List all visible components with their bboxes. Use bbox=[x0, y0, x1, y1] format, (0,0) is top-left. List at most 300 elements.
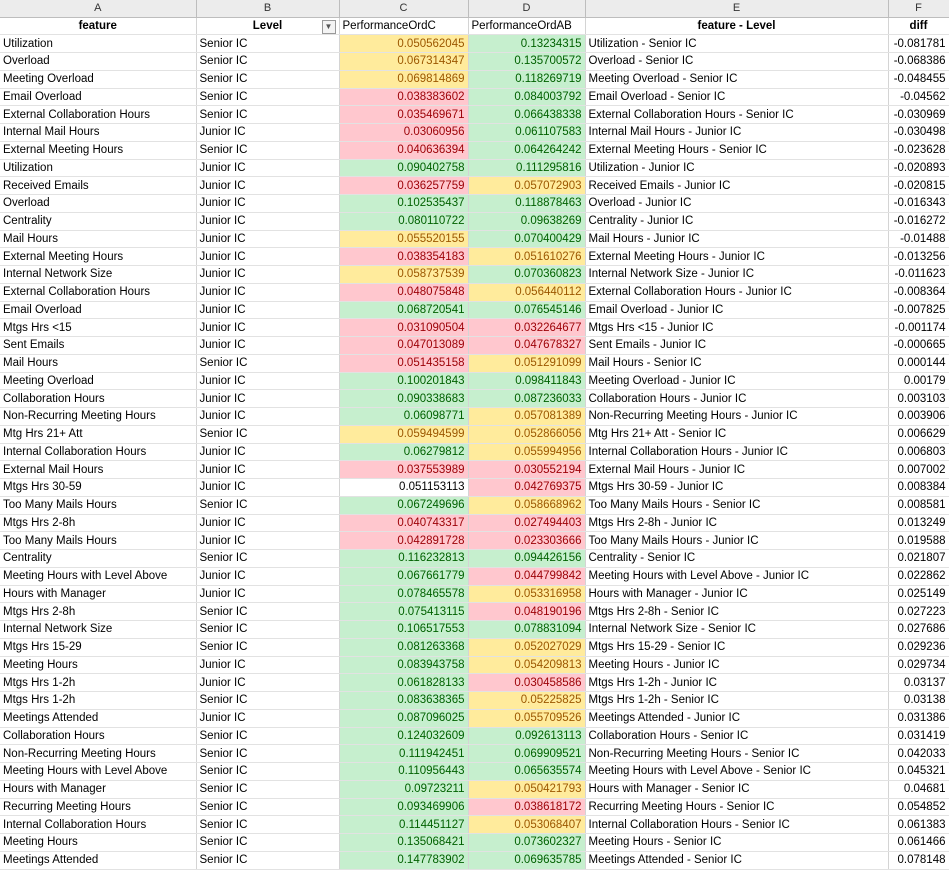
cell-level[interactable]: Senior IC bbox=[196, 603, 339, 621]
cell-performance-ordab[interactable]: 0.055709526 bbox=[468, 709, 585, 727]
cell-diff[interactable]: -0.000665 bbox=[888, 337, 949, 355]
cell-diff[interactable]: -0.030969 bbox=[888, 106, 949, 124]
cell-performance-ordab[interactable]: 0.070400429 bbox=[468, 230, 585, 248]
cell-feature-level[interactable]: Collaboration Hours - Senior IC bbox=[585, 727, 888, 745]
cell-feature-level[interactable]: Non-Recurring Meeting Hours - Junior IC bbox=[585, 408, 888, 426]
table-row bbox=[0, 851, 949, 869]
cell-performance-ordab[interactable]: 0.073602327 bbox=[468, 834, 585, 852]
cell-feature-level[interactable]: Mtgs Hrs 15-29 - Senior IC bbox=[585, 638, 888, 656]
cell-performance-ordab[interactable]: 0.051291099 bbox=[468, 354, 585, 372]
cell-level[interactable]: Junior IC bbox=[196, 532, 339, 550]
cell-feature-level[interactable]: Internal Mail Hours - Junior IC bbox=[585, 124, 888, 142]
cell-performance-ordab[interactable]: 0.027494403 bbox=[468, 514, 585, 532]
cell-level[interactable]: Senior IC bbox=[196, 621, 339, 639]
cell-diff[interactable]: -0.001174 bbox=[888, 319, 949, 337]
cell-performance-ordab[interactable]: 0.023303666 bbox=[468, 532, 585, 550]
cell-feature-level[interactable]: Centrality - Junior IC bbox=[585, 212, 888, 230]
cell-feature[interactable]: Too Many Mails Hours bbox=[0, 496, 196, 514]
cell-performance-ordc[interactable]: 0.083943758 bbox=[339, 656, 468, 674]
cell-feature[interactable]: Internal Mail Hours bbox=[0, 124, 196, 142]
cell-performance-ordc[interactable]: 0.058737539 bbox=[339, 266, 468, 284]
cell-level[interactable]: Senior IC bbox=[196, 354, 339, 372]
cell-level[interactable]: Senior IC bbox=[196, 745, 339, 763]
cell-feature-level[interactable]: Meeting Hours - Senior IC bbox=[585, 834, 888, 852]
cell-performance-ordc[interactable]: 0.06098771 bbox=[339, 408, 468, 426]
cell-feature-level[interactable]: External Meeting Hours - Senior IC bbox=[585, 141, 888, 159]
cell-performance-ordab[interactable]: 0.084003792 bbox=[468, 88, 585, 106]
cell-diff[interactable]: 0.061383 bbox=[888, 816, 949, 834]
cell-level[interactable]: Senior IC bbox=[196, 692, 339, 710]
cell-feature[interactable]: Received Emails bbox=[0, 177, 196, 195]
cell-diff[interactable]: 0.006629 bbox=[888, 425, 949, 443]
cell-feature[interactable]: Meetings Attended bbox=[0, 709, 196, 727]
cell-feature[interactable]: Meeting Overload bbox=[0, 372, 196, 390]
cell-performance-ordab[interactable]: 0.054209813 bbox=[468, 656, 585, 674]
cell-performance-ordc[interactable]: 0.051435158 bbox=[339, 354, 468, 372]
cell-performance-ordab[interactable]: 0.069635785 bbox=[468, 851, 585, 869]
cell-performance-ordab[interactable]: 0.078831094 bbox=[468, 621, 585, 639]
cell-performance-ordab[interactable]: 0.056440112 bbox=[468, 283, 585, 301]
cell-feature[interactable]: Overload bbox=[0, 195, 196, 213]
cell-performance-ordab[interactable]: 0.064264242 bbox=[468, 141, 585, 159]
cell-performance-ordc[interactable]: 0.036257759 bbox=[339, 177, 468, 195]
filter-dropdown-icon[interactable]: ▼ bbox=[322, 20, 336, 34]
cell-performance-ordab[interactable]: 0.111295816 bbox=[468, 159, 585, 177]
cell-performance-ordab[interactable]: 0.048190196 bbox=[468, 603, 585, 621]
cell-diff[interactable]: -0.030498 bbox=[888, 124, 949, 142]
cell-performance-ordc[interactable]: 0.061828133 bbox=[339, 674, 468, 692]
cell-diff[interactable]: 0.029734 bbox=[888, 656, 949, 674]
cell-level[interactable]: Senior IC bbox=[196, 798, 339, 816]
cell-performance-ordab[interactable]: 0.098411843 bbox=[468, 372, 585, 390]
cell-feature[interactable]: Mail Hours bbox=[0, 230, 196, 248]
cell-feature[interactable]: Mtgs Hrs 2-8h bbox=[0, 603, 196, 621]
cell-performance-ordab[interactable]: 0.061107583 bbox=[468, 124, 585, 142]
cell-performance-ordc[interactable]: 0.037553989 bbox=[339, 461, 468, 479]
cell-diff[interactable]: 0.054852 bbox=[888, 798, 949, 816]
cell-feature[interactable]: Mail Hours bbox=[0, 354, 196, 372]
cell-performance-ordc[interactable]: 0.06279812 bbox=[339, 443, 468, 461]
cell-performance-ordab[interactable]: 0.044799842 bbox=[468, 567, 585, 585]
cell-feature[interactable]: Hours with Manager bbox=[0, 585, 196, 603]
cell-performance-ordab[interactable]: 0.050421793 bbox=[468, 780, 585, 798]
cell-performance-ordc[interactable]: 0.047013089 bbox=[339, 337, 468, 355]
cell-feature[interactable]: Email Overload bbox=[0, 88, 196, 106]
cell-feature[interactable]: Email Overload bbox=[0, 301, 196, 319]
cell-level[interactable]: Junior IC bbox=[196, 195, 339, 213]
cell-performance-ordc[interactable]: 0.114451127 bbox=[339, 816, 468, 834]
cell-performance-ordc[interactable]: 0.100201843 bbox=[339, 372, 468, 390]
cell-feature-level[interactable]: Email Overload - Senior IC bbox=[585, 88, 888, 106]
cell-diff[interactable]: -0.023628 bbox=[888, 141, 949, 159]
cell-level[interactable]: Junior IC bbox=[196, 177, 339, 195]
cell-diff[interactable]: -0.007825 bbox=[888, 301, 949, 319]
cell-performance-ordab[interactable]: 0.057081389 bbox=[468, 408, 585, 426]
cell-performance-ordc[interactable]: 0.067249696 bbox=[339, 496, 468, 514]
table-row bbox=[0, 638, 949, 656]
column-letter-a[interactable]: A bbox=[0, 0, 196, 17]
cell-feature[interactable]: Meetings Attended bbox=[0, 851, 196, 869]
cell-diff[interactable]: 0.003906 bbox=[888, 408, 949, 426]
cell-performance-ordab[interactable]: 0.052866056 bbox=[468, 425, 585, 443]
cell-performance-ordab[interactable]: 0.092613113 bbox=[468, 727, 585, 745]
cell-diff[interactable]: 0.00179 bbox=[888, 372, 949, 390]
cell-performance-ordab[interactable]: 0.05225825 bbox=[468, 692, 585, 710]
cell-level[interactable]: Senior IC bbox=[196, 70, 339, 88]
cell-feature[interactable]: External Mail Hours bbox=[0, 461, 196, 479]
cell-feature[interactable]: Centrality bbox=[0, 550, 196, 568]
cell-level[interactable]: Junior IC bbox=[196, 674, 339, 692]
cell-feature[interactable]: Mtgs Hrs 15-29 bbox=[0, 638, 196, 656]
cell-feature[interactable]: Non-Recurring Meeting Hours bbox=[0, 408, 196, 426]
cell-performance-ordc[interactable]: 0.042891728 bbox=[339, 532, 468, 550]
cell-feature-level[interactable]: Utilization - Junior IC bbox=[585, 159, 888, 177]
cell-diff[interactable]: 0.042033 bbox=[888, 745, 949, 763]
header-feature[interactable]: feature bbox=[0, 17, 196, 35]
cell-feature-level[interactable]: Mtg Hrs 21+ Att - Senior IC bbox=[585, 425, 888, 443]
cell-feature-level[interactable]: Meeting Hours with Level Above - Senior IC bbox=[585, 763, 888, 781]
cell-level[interactable]: Senior IC bbox=[196, 834, 339, 852]
cell-performance-ordab[interactable]: 0.070360823 bbox=[468, 266, 585, 284]
cell-performance-ordab[interactable]: 0.038618172 bbox=[468, 798, 585, 816]
cell-feature[interactable]: Meeting Hours with Level Above bbox=[0, 567, 196, 585]
cell-performance-ordab[interactable]: 0.087236033 bbox=[468, 390, 585, 408]
cell-feature-level[interactable]: Recurring Meeting Hours - Senior IC bbox=[585, 798, 888, 816]
cell-diff[interactable]: -0.008364 bbox=[888, 283, 949, 301]
cell-performance-ordc[interactable]: 0.090338683 bbox=[339, 390, 468, 408]
cell-performance-ordab[interactable]: 0.057072903 bbox=[468, 177, 585, 195]
cell-feature[interactable]: Mtgs Hrs <15 bbox=[0, 319, 196, 337]
cell-diff[interactable]: 0.029236 bbox=[888, 638, 949, 656]
cell-feature-level[interactable]: Utilization - Senior IC bbox=[585, 35, 888, 53]
cell-feature-level[interactable]: Mtgs Hrs 1-2h - Junior IC bbox=[585, 674, 888, 692]
cell-performance-ordc[interactable]: 0.110956443 bbox=[339, 763, 468, 781]
cell-level[interactable]: Junior IC bbox=[196, 124, 339, 142]
cell-performance-ordc[interactable]: 0.040743317 bbox=[339, 514, 468, 532]
cell-feature-level[interactable]: Mtgs Hrs <15 - Junior IC bbox=[585, 319, 888, 337]
cell-performance-ordc[interactable]: 0.067314347 bbox=[339, 53, 468, 71]
cell-level[interactable]: Senior IC bbox=[196, 816, 339, 834]
column-letter-e[interactable]: E bbox=[585, 0, 888, 17]
cell-diff[interactable]: -0.013256 bbox=[888, 248, 949, 266]
cell-diff[interactable]: 0.045321 bbox=[888, 763, 949, 781]
cell-performance-ordc[interactable]: 0.09723211 bbox=[339, 780, 468, 798]
cell-performance-ordc[interactable]: 0.083638365 bbox=[339, 692, 468, 710]
cell-performance-ordab[interactable]: 0.09638269 bbox=[468, 212, 585, 230]
cell-diff[interactable]: -0.081781 bbox=[888, 35, 949, 53]
cell-performance-ordc[interactable]: 0.051153113 bbox=[339, 479, 468, 497]
cell-performance-ordab[interactable]: 0.094426156 bbox=[468, 550, 585, 568]
cell-diff[interactable]: 0.013249 bbox=[888, 514, 949, 532]
cell-feature[interactable]: Collaboration Hours bbox=[0, 390, 196, 408]
cell-feature-level[interactable]: Sent Emails - Junior IC bbox=[585, 337, 888, 355]
cell-feature-level[interactable]: Overload - Junior IC bbox=[585, 195, 888, 213]
cell-feature-level[interactable]: Meeting Hours with Level Above - Junior IC bbox=[585, 567, 888, 585]
cell-level[interactable]: Senior IC bbox=[196, 550, 339, 568]
cell-feature-level[interactable]: Hours with Manager - Senior IC bbox=[585, 780, 888, 798]
cell-diff[interactable]: 0.04681 bbox=[888, 780, 949, 798]
cell-feature[interactable]: Utilization bbox=[0, 35, 196, 53]
cell-diff[interactable]: -0.04562 bbox=[888, 88, 949, 106]
cell-performance-ordab[interactable]: 0.13234315 bbox=[468, 35, 585, 53]
column-letter-d[interactable]: D bbox=[468, 0, 585, 17]
cell-diff[interactable]: -0.020815 bbox=[888, 177, 949, 195]
cell-diff[interactable]: -0.016343 bbox=[888, 195, 949, 213]
cell-feature[interactable]: Non-Recurring Meeting Hours bbox=[0, 745, 196, 763]
cell-performance-ordc[interactable]: 0.03060956 bbox=[339, 124, 468, 142]
cell-performance-ordab[interactable]: 0.118269719 bbox=[468, 70, 585, 88]
cell-performance-ordab[interactable]: 0.030552194 bbox=[468, 461, 585, 479]
cell-feature[interactable]: Collaboration Hours bbox=[0, 727, 196, 745]
column-letter-b[interactable]: B bbox=[196, 0, 339, 17]
cell-diff[interactable]: 0.027686 bbox=[888, 621, 949, 639]
column-letter-f[interactable]: F bbox=[888, 0, 949, 17]
cell-feature-level[interactable]: Email Overload - Junior IC bbox=[585, 301, 888, 319]
cell-feature[interactable]: External Meeting Hours bbox=[0, 248, 196, 266]
cell-level[interactable]: Senior IC bbox=[196, 141, 339, 159]
cell-diff[interactable]: 0.003103 bbox=[888, 390, 949, 408]
cell-feature-level[interactable]: Meeting Overload - Senior IC bbox=[585, 70, 888, 88]
cell-performance-ordc[interactable]: 0.116232813 bbox=[339, 550, 468, 568]
cell-feature-level[interactable]: Non-Recurring Meeting Hours - Senior IC bbox=[585, 745, 888, 763]
header-performance-ordab[interactable]: PerformanceOrdAB bbox=[468, 17, 585, 35]
cell-feature-level[interactable]: Hours with Manager - Junior IC bbox=[585, 585, 888, 603]
cell-diff[interactable]: -0.020893 bbox=[888, 159, 949, 177]
cell-feature-level[interactable]: Mail Hours - Junior IC bbox=[585, 230, 888, 248]
cell-feature[interactable]: External Collaboration Hours bbox=[0, 283, 196, 301]
cell-feature[interactable]: Meeting Hours with Level Above bbox=[0, 763, 196, 781]
cell-performance-ordc[interactable]: 0.038354183 bbox=[339, 248, 468, 266]
cell-diff[interactable]: 0.061466 bbox=[888, 834, 949, 852]
cell-performance-ordc[interactable]: 0.106517553 bbox=[339, 621, 468, 639]
cell-performance-ordc[interactable]: 0.067661779 bbox=[339, 567, 468, 585]
cell-feature-level[interactable]: External Collaboration Hours - Junior IC bbox=[585, 283, 888, 301]
cell-feature-level[interactable]: Too Many Mails Hours - Junior IC bbox=[585, 532, 888, 550]
cell-level[interactable]: Junior IC bbox=[196, 159, 339, 177]
cell-feature[interactable]: Meeting Hours bbox=[0, 834, 196, 852]
cell-performance-ordc[interactable]: 0.111942451 bbox=[339, 745, 468, 763]
cell-performance-ordc[interactable]: 0.147783902 bbox=[339, 851, 468, 869]
cell-performance-ordab[interactable]: 0.032264677 bbox=[468, 319, 585, 337]
cell-level[interactable]: Junior IC bbox=[196, 709, 339, 727]
cell-performance-ordab[interactable]: 0.053068407 bbox=[468, 816, 585, 834]
cell-feature[interactable]: Overload bbox=[0, 53, 196, 71]
header-feature-level[interactable]: feature - Level bbox=[585, 17, 888, 35]
cell-feature[interactable]: Internal Network Size bbox=[0, 266, 196, 284]
cell-diff[interactable]: 0.021807 bbox=[888, 550, 949, 568]
cell-feature-level[interactable]: Internal Network Size - Junior IC bbox=[585, 266, 888, 284]
cell-level[interactable]: Junior IC bbox=[196, 585, 339, 603]
cell-level[interactable]: Junior IC bbox=[196, 390, 339, 408]
cell-diff[interactable]: 0.022862 bbox=[888, 567, 949, 585]
cell-performance-ordc[interactable]: 0.080110722 bbox=[339, 212, 468, 230]
cell-performance-ordab[interactable]: 0.030458586 bbox=[468, 674, 585, 692]
cell-feature-level[interactable]: Too Many Mails Hours - Senior IC bbox=[585, 496, 888, 514]
cell-performance-ordc[interactable]: 0.068720541 bbox=[339, 301, 468, 319]
cell-level[interactable]: Senior IC bbox=[196, 88, 339, 106]
cell-diff[interactable]: -0.048455 bbox=[888, 70, 949, 88]
cell-feature-level[interactable]: Internal Collaboration Hours - Senior IC bbox=[585, 816, 888, 834]
cell-feature-level[interactable]: Mtgs Hrs 2-8h - Senior IC bbox=[585, 603, 888, 621]
cell-performance-ordab[interactable]: 0.052027029 bbox=[468, 638, 585, 656]
cell-performance-ordc[interactable]: 0.093469906 bbox=[339, 798, 468, 816]
cell-feature-level[interactable]: Mtgs Hrs 1-2h - Senior IC bbox=[585, 692, 888, 710]
cell-feature-level[interactable]: Received Emails - Junior IC bbox=[585, 177, 888, 195]
cell-performance-ordc[interactable]: 0.059494599 bbox=[339, 425, 468, 443]
cell-level[interactable]: Junior IC bbox=[196, 656, 339, 674]
cell-feature[interactable]: Sent Emails bbox=[0, 337, 196, 355]
cell-feature-level[interactable]: Meeting Hours - Junior IC bbox=[585, 656, 888, 674]
cell-level[interactable]: Junior IC bbox=[196, 283, 339, 301]
cell-performance-ordab[interactable]: 0.051610276 bbox=[468, 248, 585, 266]
cell-level[interactable]: Senior IC bbox=[196, 638, 339, 656]
cell-performance-ordc[interactable]: 0.050562045 bbox=[339, 35, 468, 53]
cell-level[interactable]: Senior IC bbox=[196, 727, 339, 745]
cell-level[interactable]: Senior IC bbox=[196, 496, 339, 514]
cell-performance-ordc[interactable]: 0.040636394 bbox=[339, 141, 468, 159]
cell-diff[interactable]: 0.008384 bbox=[888, 479, 949, 497]
cell-performance-ordab[interactable]: 0.053316958 bbox=[468, 585, 585, 603]
cell-performance-ordc[interactable]: 0.055520155 bbox=[339, 230, 468, 248]
cell-performance-ordc[interactable]: 0.102535437 bbox=[339, 195, 468, 213]
cell-feature[interactable]: Centrality bbox=[0, 212, 196, 230]
cell-feature-level[interactable]: External Meeting Hours - Junior IC bbox=[585, 248, 888, 266]
cell-performance-ordab[interactable]: 0.135700572 bbox=[468, 53, 585, 71]
header-performance-ordc[interactable]: PerformanceOrdC bbox=[339, 17, 468, 35]
cell-diff[interactable]: 0.027223 bbox=[888, 603, 949, 621]
cell-performance-ordab[interactable]: 0.042769375 bbox=[468, 479, 585, 497]
cell-performance-ordc[interactable]: 0.035469671 bbox=[339, 106, 468, 124]
cell-level[interactable]: Junior IC bbox=[196, 372, 339, 390]
cell-performance-ordc[interactable]: 0.087096025 bbox=[339, 709, 468, 727]
cell-feature-level[interactable]: Mtgs Hrs 2-8h - Junior IC bbox=[585, 514, 888, 532]
cell-performance-ordc[interactable]: 0.090402758 bbox=[339, 159, 468, 177]
cell-level[interactable]: Senior IC bbox=[196, 106, 339, 124]
cell-feature-level[interactable]: Overload - Senior IC bbox=[585, 53, 888, 71]
cell-level[interactable]: Senior IC bbox=[196, 763, 339, 781]
cell-feature-level[interactable]: Meetings Attended - Senior IC bbox=[585, 851, 888, 869]
cell-feature[interactable]: Mtgs Hrs 1-2h bbox=[0, 692, 196, 710]
cell-diff[interactable]: 0.03137 bbox=[888, 674, 949, 692]
header-level[interactable] bbox=[196, 17, 339, 35]
cell-diff[interactable]: 0.025149 bbox=[888, 585, 949, 603]
cell-diff[interactable]: 0.078148 bbox=[888, 851, 949, 869]
cell-level[interactable]: Junior IC bbox=[196, 266, 339, 284]
column-letter-c[interactable]: C bbox=[339, 0, 468, 17]
cell-feature[interactable]: Mtgs Hrs 1-2h bbox=[0, 674, 196, 692]
cell-level[interactable]: Senior IC bbox=[196, 53, 339, 71]
table-row bbox=[0, 159, 949, 177]
cell-feature-level[interactable]: Mtgs Hrs 30-59 - Junior IC bbox=[585, 479, 888, 497]
cell-level[interactable]: Junior IC bbox=[196, 319, 339, 337]
header-level-label: Level bbox=[252, 19, 283, 32]
cell-performance-ordc[interactable]: 0.078465578 bbox=[339, 585, 468, 603]
cell-level[interactable]: Junior IC bbox=[196, 248, 339, 266]
cell-diff[interactable]: -0.01488 bbox=[888, 230, 949, 248]
cell-diff[interactable]: -0.011623 bbox=[888, 266, 949, 284]
cell-performance-ordc[interactable]: 0.069814869 bbox=[339, 70, 468, 88]
cell-feature[interactable]: Recurring Meeting Hours bbox=[0, 798, 196, 816]
cell-feature-level[interactable]: External Mail Hours - Junior IC bbox=[585, 461, 888, 479]
cell-diff[interactable]: -0.068386 bbox=[888, 53, 949, 71]
cell-feature[interactable]: Too Many Mails Hours bbox=[0, 532, 196, 550]
cell-performance-ordc[interactable]: 0.038383602 bbox=[339, 88, 468, 106]
cell-performance-ordc[interactable]: 0.081263368 bbox=[339, 638, 468, 656]
cell-level[interactable]: Senior IC bbox=[196, 780, 339, 798]
cell-level[interactable]: Junior IC bbox=[196, 567, 339, 585]
cell-feature-level[interactable]: Collaboration Hours - Junior IC bbox=[585, 390, 888, 408]
cell-feature[interactable]: Internal Network Size bbox=[0, 621, 196, 639]
cell-level[interactable]: Senior IC bbox=[196, 35, 339, 53]
cell-level[interactable]: Senior IC bbox=[196, 425, 339, 443]
cell-diff[interactable]: 0.008581 bbox=[888, 496, 949, 514]
cell-level[interactable]: Junior IC bbox=[196, 479, 339, 497]
cell-level[interactable]: Junior IC bbox=[196, 461, 339, 479]
cell-feature-level[interactable]: Internal Network Size - Senior IC bbox=[585, 621, 888, 639]
cell-feature[interactable]: External Meeting Hours bbox=[0, 141, 196, 159]
cell-diff[interactable]: 0.000144 bbox=[888, 354, 949, 372]
cell-feature[interactable]: Hours with Manager bbox=[0, 780, 196, 798]
cell-feature-level[interactable]: Meetings Attended - Junior IC bbox=[585, 709, 888, 727]
cell-feature[interactable]: Mtgs Hrs 2-8h bbox=[0, 514, 196, 532]
cell-level[interactable]: Junior IC bbox=[196, 443, 339, 461]
cell-diff[interactable]: 0.006803 bbox=[888, 443, 949, 461]
cell-level[interactable]: Senior IC bbox=[196, 851, 339, 869]
cell-level[interactable]: Junior IC bbox=[196, 408, 339, 426]
cell-level[interactable]: Junior IC bbox=[196, 301, 339, 319]
cell-performance-ordc[interactable]: 0.075413115 bbox=[339, 603, 468, 621]
cell-feature[interactable]: Mtg Hrs 21+ Att bbox=[0, 425, 196, 443]
cell-performance-ordab[interactable]: 0.065635574 bbox=[468, 763, 585, 781]
cell-performance-ordab[interactable]: 0.055994956 bbox=[468, 443, 585, 461]
cell-diff[interactable]: 0.019588 bbox=[888, 532, 949, 550]
cell-performance-ordc[interactable]: 0.135068421 bbox=[339, 834, 468, 852]
table-row bbox=[0, 408, 949, 426]
cell-feature[interactable]: Internal Collaboration Hours bbox=[0, 816, 196, 834]
cell-feature[interactable]: Utilization bbox=[0, 159, 196, 177]
cell-diff[interactable]: 0.03138 bbox=[888, 692, 949, 710]
cell-feature-level[interactable]: Meeting Overload - Junior IC bbox=[585, 372, 888, 390]
header-diff[interactable]: diff bbox=[888, 17, 949, 35]
cell-feature-level[interactable]: Mail Hours - Senior IC bbox=[585, 354, 888, 372]
cell-feature[interactable]: Meeting Overload bbox=[0, 70, 196, 88]
cell-performance-ordc[interactable]: 0.124032609 bbox=[339, 727, 468, 745]
cell-feature-level[interactable]: Internal Collaboration Hours - Junior IC bbox=[585, 443, 888, 461]
cell-performance-ordab[interactable]: 0.069909521 bbox=[468, 745, 585, 763]
cell-feature[interactable]: External Collaboration Hours bbox=[0, 106, 196, 124]
cell-level[interactable]: Junior IC bbox=[196, 212, 339, 230]
cell-performance-ordab[interactable]: 0.047678327 bbox=[468, 337, 585, 355]
cell-feature[interactable]: Meeting Hours bbox=[0, 656, 196, 674]
cell-diff[interactable]: 0.007002 bbox=[888, 461, 949, 479]
cell-feature-level[interactable]: Centrality - Senior IC bbox=[585, 550, 888, 568]
cell-feature-level[interactable]: External Collaboration Hours - Senior IC bbox=[585, 106, 888, 124]
cell-performance-ordab[interactable]: 0.118878463 bbox=[468, 195, 585, 213]
cell-performance-ordab[interactable]: 0.076545146 bbox=[468, 301, 585, 319]
cell-level[interactable]: Junior IC bbox=[196, 514, 339, 532]
cell-performance-ordab[interactable]: 0.058668962 bbox=[468, 496, 585, 514]
cell-diff[interactable]: 0.031386 bbox=[888, 709, 949, 727]
cell-diff[interactable]: -0.016272 bbox=[888, 212, 949, 230]
cell-level[interactable]: Junior IC bbox=[196, 230, 339, 248]
cell-level[interactable]: Junior IC bbox=[196, 337, 339, 355]
cell-performance-ordab[interactable]: 0.066438338 bbox=[468, 106, 585, 124]
cell-feature[interactable]: Internal Collaboration Hours bbox=[0, 443, 196, 461]
cell-performance-ordc[interactable]: 0.048075848 bbox=[339, 283, 468, 301]
cell-diff[interactable]: 0.031419 bbox=[888, 727, 949, 745]
cell-performance-ordc[interactable]: 0.031090504 bbox=[339, 319, 468, 337]
cell-feature[interactable]: Mtgs Hrs 30-59 bbox=[0, 479, 196, 497]
